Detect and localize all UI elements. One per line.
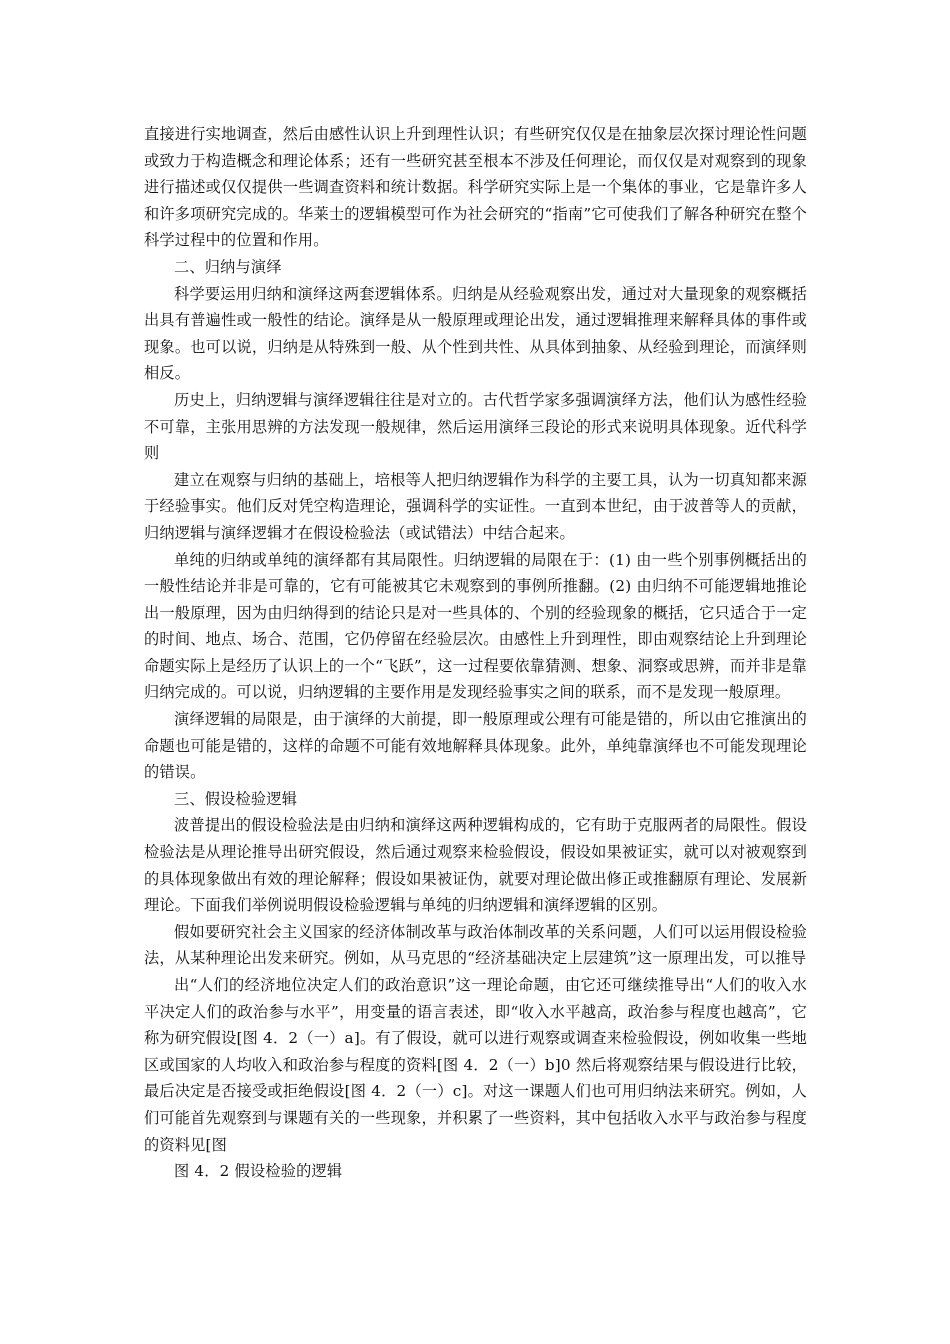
- paragraph-example-intro: 假如要研究社会主义国家的经济体制改革与政治体制改革的关系问题，人们可以运用假设检验法，从某种理论出发来研究。例如，从马克思的“经济基础决定上层建筑”这一原理出发，可以推导: [144, 922, 807, 968]
- paragraph-popper-method: 波普提出的假设检验法是由归纳和演绎这两种逻辑构成的，它有助于克服两者的局限性。假设检验法是从理论推导出研究假设，然后通过观察来检验假设，假设如果被证实，就可以对被观察到的具体现象做出有效的理论解释；假设如果被证伪，就要对理论做出修正或推翻原有理论、发展新理论。下面我们举例说明假设检验逻辑与单纯的归纳逻辑和演绎逻辑的区别。: [144, 816, 807, 915]
- paragraph-limitations-induction: 单纯的归纳或单纯的演绎都有其局限性。归纳逻辑的局限在于：(1) 由一些个别事例概括出的一般性结论并非是可靠的，它有可能被其它未观察到的事例所推翻。(2) 由归纳不可能逻辑地推论出一般原理，因为由归纳得到的结论只是对一些具体的、个别的经验现象的概括，它只适合于一定的时间、地点、场合、范围，它仍停留在经验层次。由感性上升到理性，即由观察结论上升到理论命题实际上是经历了认识上的一个“飞跃”，这一过程要依靠猜测、想象、洞察或思辨，而并非是靠归纳完成的。可以说，归纳逻辑的主要作用是发现经验事实之间的联系，而不是发现一般原理。: [144, 550, 807, 702]
- figure-caption: 图 4．2 假设检验的逻辑: [174, 1162, 343, 1181]
- section-heading-induction-deduction: 二、归纳与演绎: [174, 257, 282, 276]
- paragraph-intro-continuation: 直接进行实地调查，然后由感性认识上升到理性认识；有些研究仅仅是在抽象层次探讨理论性问题或致力于构造概念和理论体系；还有一些研究甚至根本不涉及任何理论，而仅仅是对观察到的现象进行描述或仅仅提供一些调查资料和统计数据。科学研究实际上是一个集体的事业，它是靠许多人和许多项研究完成的。华莱士的逻辑模型可作为社会研究的“指南”它可使我们了解各种研究在整个科学过程中的位置和作用。: [144, 125, 807, 250]
- paragraph-history: 历史上，归纳逻辑与演绎逻辑往往是对立的。古代哲学家多强调演绎方法，他们认为感性经验不可靠，主张用思辨的方法发现一般规律，然后运用演绎三段论的形式来说明具体现象。近代科学则: [144, 390, 807, 463]
- section-heading-hypothesis-testing: 三、假设检验逻辑: [174, 789, 298, 808]
- document-body: [144, 121, 807, 1185]
- paragraph-induction-definition: 科学要运用归纳和演绎这两套逻辑体系。归纳是从经验观察出发，通过对大量现象的观察概括出具有普遍性或一般性的结论。演绎是从一般原理或理论出发，通过逻辑推理来解释具体的事件或现象。也可以说，归纳是从特殊到一般、从个性到共性、从具体到抽象、从经验到理论，而演绎则相反。: [144, 284, 807, 383]
- paragraph-example-detail: 出“人们的经济地位决定人们的政治意识”这一理论命题，由它还可继续推导出“人们的收入水平决定人们的政治参与水平”，用变量的语言表述，即“收入水平越高，政治参与程度也越高”，它称为研究假设[图 4．2（一）a]。有了假设，就可以进行观察或调查来检验假设，例如收集一些地区或国家的人均收入和政治参与程度的资料[图 4．2（一）b]0 然后将观察结果与假设进行比较，最后决定是否接受或拒绝假设[图 4．2（一）c]。对这一课题人们也可用归纳法来研究。例如，人们可能首先观察到与课题有关的一些现象，并积累了一些资料，其中包括收入水平与政治参与程度的资料见[图: [144, 976, 807, 1154]
- paragraph-modern-science: 建立在观察与归纳的基础上，培根等人把归纳逻辑作为科学的主要工具，认为一切真知都来源于经验事实。他们反对凭空构造理论，强调科学的实证性。一直到本世纪，由于波普等人的贡献，归纳逻辑与演绎逻辑才在假设检验法（或试错法）中结合起来。: [144, 470, 807, 542]
- paragraph-limitations-deduction: 演绎逻辑的局限是，由于演绎的大前提，即一般原理或公理有可能是错的，所以由它推演出的命题也可能是错的，这样的命题不可能有效地解释具体现象。此外，单纯靠演绎也不可能发现理论的错误。: [144, 710, 807, 782]
